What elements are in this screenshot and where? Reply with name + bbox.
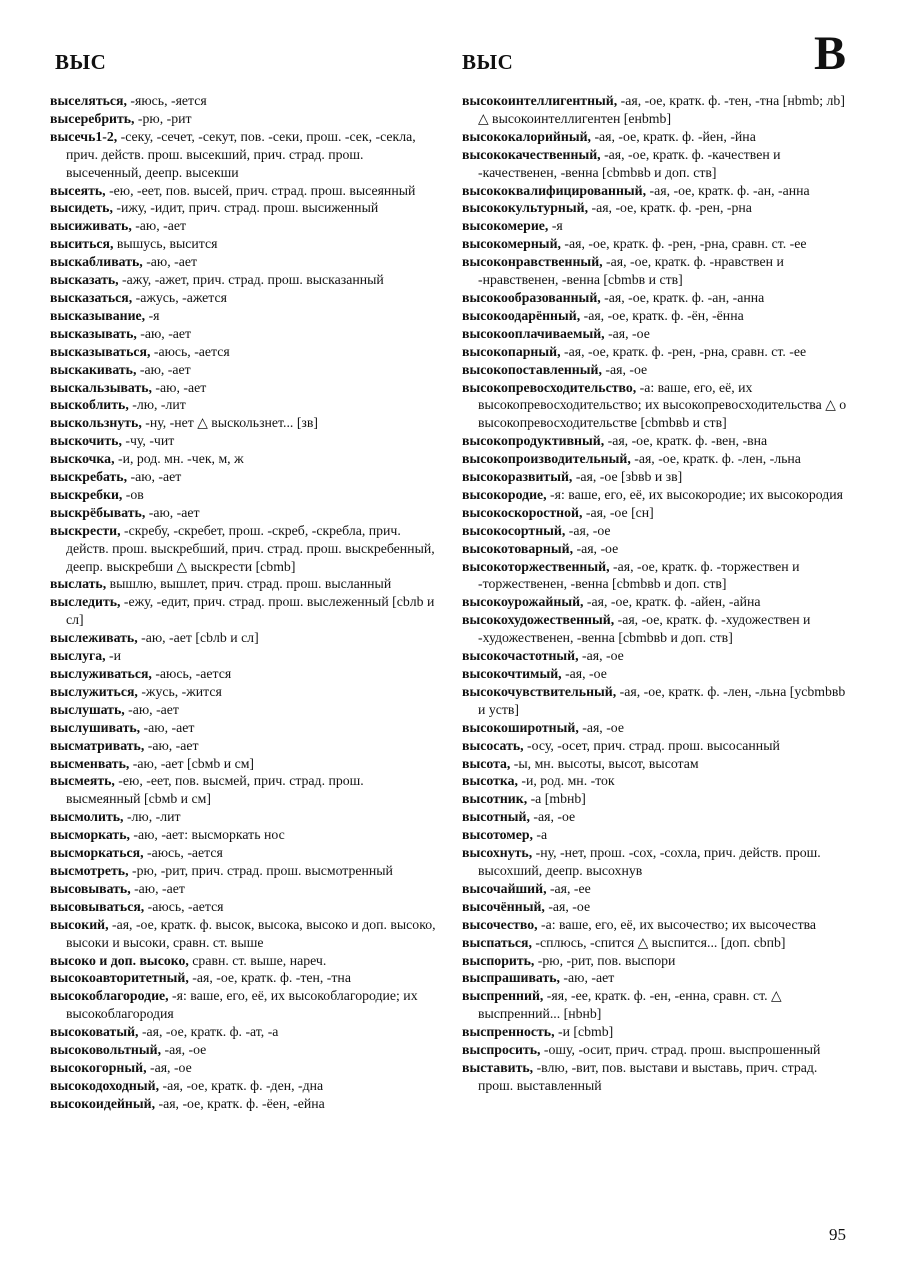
entry-definition: -ею, -еет, пов. высей, прич. страд. прош. высеянный	[105, 182, 416, 198]
dictionary-entry	[50, 414, 440, 432]
entry-definition: -ая, -ое, кратк. ф. -ат, -а	[138, 1024, 279, 1040]
dictionary-entry	[462, 92, 852, 128]
dictionary-entry	[50, 898, 440, 916]
entry-headword: высмолить,	[50, 809, 124, 825]
dictionary-entry	[50, 755, 440, 773]
entry-definition: -ая, -ое	[565, 522, 611, 538]
entry-headword: высококалорийный,	[462, 128, 592, 144]
entry-definition: -аю, -ает	[136, 325, 192, 341]
entry-headword: высменвать,	[50, 755, 130, 771]
entry-definition: -аю, -ает	[140, 719, 195, 735]
entry-headword: выслеживать,	[50, 630, 138, 646]
entry-definition: -ая, -ое	[529, 809, 576, 825]
entry-definition: -аю, -ает	[151, 379, 207, 395]
entry-headword: высосать,	[462, 737, 524, 753]
dictionary-entry	[462, 522, 852, 540]
entry-definition: -ая, -ее	[546, 880, 591, 896]
dictionary-entry	[462, 737, 852, 755]
entry-headword: выскабливать,	[50, 254, 143, 270]
dictionary-entry	[462, 379, 852, 433]
entry-headword: выскребки,	[50, 486, 123, 502]
entry-headword: высотник,	[462, 791, 528, 807]
entry-definition: -а	[532, 827, 548, 843]
dictionary-entry	[462, 182, 852, 200]
entry-definition: -а [mbнb]	[527, 791, 586, 807]
entry-definition: -ая, -ое, кратк. ф. -ан, -анна	[600, 289, 765, 305]
entry-definition: -ая, -ое, кратк. ф. -лен, -льна	[630, 451, 801, 467]
entry-headword: высочённый,	[462, 898, 545, 914]
entry-headword: выскользнуть,	[50, 415, 142, 431]
entry-definition: -ая, -ое	[573, 540, 619, 556]
dictionary-entry	[50, 271, 440, 289]
entry-headword: выспорить,	[462, 952, 535, 968]
dictionary-entry	[50, 396, 440, 414]
entry-definition: -ая, -ое	[601, 361, 648, 377]
dictionary-entry	[462, 343, 852, 361]
dictionary-entry	[462, 719, 852, 737]
dictionary-entry	[462, 468, 852, 486]
entry-headword: выспаться,	[462, 934, 532, 950]
entry-headword: выспренность,	[462, 1024, 555, 1040]
entry-definition: -ая, -ое	[561, 666, 607, 681]
entry-headword: высотка,	[462, 773, 518, 789]
entry-definition: -ая, -ое	[604, 325, 650, 341]
dictionary-entry	[462, 665, 852, 683]
entry-definition: -аю, -ает	[131, 218, 187, 234]
dictionary-entry	[50, 522, 440, 576]
dictionary-entry	[50, 880, 440, 898]
entry-headword: выспренний,	[462, 988, 544, 1004]
dictionary-entry	[462, 790, 852, 808]
entry-headword: выспрашивать,	[462, 970, 560, 986]
entry-definition: -секу, -сечет, -секут, пов. -секи, прош. -сек, -секла, прич. действ. прош. высекший, прич. страд. прош. высеченный, деепр. высекши	[66, 128, 416, 180]
dictionary-entry	[50, 1041, 440, 1059]
entry-definition: -и	[105, 648, 122, 664]
dictionary-entry	[50, 683, 440, 701]
entry-definition: -ая, -ое, кратк. ф. -рен, -рна, сравн. ст. -ее	[560, 236, 807, 252]
entry-definition: -и, род. мн. -чек, м, ж	[114, 451, 244, 467]
entry-definition: -ая, -ое, кратк. ф. -качествен и -качественен, -венна [сbmbвb и доп. ств]	[478, 146, 781, 180]
dictionary-entry	[462, 486, 852, 504]
dictionary-entry	[50, 432, 440, 450]
entry-headword: высокий,	[50, 916, 109, 932]
dictionary-entry	[462, 146, 852, 182]
entry-definition: -ая, -ое, кратк. ф. -торжествен и -торжественен, -венна [сbmbвb и доп. ств]	[478, 558, 800, 592]
entry-headword: выскоблить,	[50, 397, 129, 413]
dictionary-entry	[462, 647, 852, 665]
entry-definition: -я	[548, 218, 563, 234]
entry-headword: выслуживаться,	[50, 666, 152, 681]
left-guide-word: ВЫС	[55, 50, 107, 74]
entry-headword: высокочувствительный,	[462, 683, 617, 699]
entry-headword: высокоурожайный,	[462, 594, 584, 610]
entry-headword: высохнуть,	[462, 845, 533, 861]
entry-definition: -сплюсь, -спится △ выспится... [доп. сbпb]	[531, 934, 786, 950]
entry-definition: -ая, -ое, кратк. ф. -ёен, -ейна	[155, 1095, 325, 1111]
entry-headword: высморкаться,	[50, 845, 144, 861]
dictionary-entry	[462, 1041, 852, 1059]
entry-headword: высококвалифицированный,	[462, 182, 647, 198]
entry-definition: -ая, -ое, кратк. ф. -ден, -дна	[159, 1077, 324, 1093]
entry-headword: высокоширотный,	[462, 719, 579, 735]
dictionary-entry	[50, 1023, 440, 1041]
entry-definition: -ая, -ое	[544, 898, 591, 914]
dictionary-entry	[462, 987, 852, 1023]
entry-headword: высокоблагородие,	[50, 988, 169, 1004]
entry-definition: -ая, -ое, кратк. ф. -тен, -тна [нbmb; лb] △ высокоинтеллигентен [енbmb]	[478, 93, 845, 126]
entry-headword: выситься,	[50, 236, 114, 252]
dictionary-entry	[462, 755, 852, 773]
entry-headword: высокопревосходительство,	[462, 379, 637, 395]
entry-definition: -ая, -ое, кратк. ф. -рен, -рна	[588, 200, 752, 216]
entry-headword: высокопоставленный,	[462, 361, 602, 377]
dictionary-entry	[462, 199, 852, 217]
dictionary-entry	[50, 468, 440, 486]
entry-definition: -ая, -ое, кратк. ф. -вен, -вна	[604, 433, 768, 449]
entry-definition: -ежу, -едит, прич. страд. прош. выслеженный [сbлb и сл]	[66, 594, 435, 628]
dictionary-entry	[50, 92, 440, 110]
dictionary-entry	[50, 665, 440, 683]
dictionary-entry	[50, 701, 440, 719]
entry-definition: -ая, -ое	[578, 719, 624, 735]
page-number: 95	[829, 1225, 846, 1244]
entry-definition: -лю, -лит	[123, 809, 181, 825]
entry-definition: -и, род. мн. -ток	[517, 773, 615, 789]
entry-definition: -ая, -ое	[578, 648, 624, 664]
entry-definition: -аю, -ает	[144, 737, 199, 753]
entry-definition: -осу, -осет, прич. страд. прош. высосанный	[523, 737, 780, 753]
entry-headword: высочайший,	[462, 880, 547, 896]
section-letter: В	[814, 27, 847, 80]
dictionary-entry	[462, 916, 852, 934]
entry-headword: высовываться,	[50, 898, 145, 914]
entry-definition: -ов	[122, 486, 144, 502]
entry-definition: -аюсь, -ается	[143, 845, 223, 861]
entry-definition: -ая, -ое, кратк. ф. высок, высока, высоко и доп. высоко, высоки и высоки, сравн. ст. выше	[66, 916, 436, 950]
entry-headword: высокомерный,	[462, 236, 561, 252]
entry-headword: высокоавторитетный,	[50, 970, 189, 986]
entry-definition: -лю, -лит	[128, 397, 186, 413]
dictionary-entry	[50, 235, 440, 253]
entry-headword: высказать,	[50, 272, 119, 288]
entry-definition: -ая, -ое, кратк. ф. -ён, -ённа	[580, 307, 744, 323]
entry-definition: -ая, -ое, кратк. ф. -лен, -льна [усbmbвb и уств]	[478, 683, 846, 717]
right-guide-word: ВЫС	[462, 50, 514, 74]
dictionary-entry	[50, 969, 440, 987]
entry-definition: -ажу, -ажет, прич. страд. прош. высказанный	[118, 272, 384, 288]
entry-definition: -ая, -ое, кратк. ф. -тен, -тна	[188, 970, 351, 986]
dictionary-entry	[462, 952, 852, 970]
dictionary-entry	[462, 558, 852, 594]
entry-headword: высказываться,	[50, 343, 151, 359]
entry-definition: -аю, -ает	[136, 361, 191, 377]
entry-definition: -и [сbmb]	[554, 1024, 614, 1040]
dictionary-entry	[462, 450, 852, 468]
entry-headword: выскрести,	[50, 522, 121, 538]
entry-definition: -аюсь, -ается	[150, 343, 230, 359]
entry-headword: высмеять,	[50, 773, 115, 789]
dictionary-entry	[462, 235, 852, 253]
entry-headword: высокотоварный,	[462, 540, 574, 556]
entry-headword: высказаться,	[50, 289, 133, 305]
entry-definition: -я: ваше, его, её, их высокоблагородие; их высокоблагородия	[66, 988, 418, 1022]
dictionary-entry	[50, 450, 440, 468]
dictionary-entry	[462, 808, 852, 826]
entry-definition: -ажусь, -ажется	[132, 289, 227, 305]
entry-headword: высотомер,	[462, 827, 533, 843]
dictionary-entry	[50, 199, 440, 217]
dictionary-entry	[50, 772, 440, 808]
dictionary-entry	[50, 128, 440, 182]
dictionary-entry	[50, 862, 440, 880]
dictionary-entry	[462, 772, 852, 790]
dictionary-entry	[462, 934, 852, 952]
dictionary-entry	[462, 593, 852, 611]
entry-headword: высматривать,	[50, 737, 145, 753]
entry-definition: -рю, -рит, прич. страд. прош. высмотренный	[128, 862, 393, 878]
entry-headword: выслушивать,	[50, 719, 141, 735]
dictionary-entry	[50, 253, 440, 271]
entry-headword: выслужиться,	[50, 683, 138, 699]
dictionary-entry	[462, 1059, 852, 1095]
entry-definition: -а: ваше, его, её, их высочество; их высочества	[537, 916, 817, 932]
entry-definition: -рю, -рит	[134, 110, 192, 126]
entry-headword: выскакивать,	[50, 361, 137, 377]
entry-definition: -рю, -рит, пов. выспори	[534, 952, 676, 968]
entry-definition: -ну, -нет, прош. -сох, -сохла, прич. действ. прош. высохший, деепр. высохнув	[478, 845, 821, 878]
entry-headword: высеребрить,	[50, 110, 135, 126]
entry-headword: высокоинтеллигентный,	[462, 93, 618, 108]
dictionary-entry	[50, 325, 440, 343]
entry-headword: высокодоходный,	[50, 1077, 160, 1093]
entry-headword: высиживать,	[50, 218, 132, 234]
dictionary-entry	[50, 217, 440, 235]
dictionary-entry	[462, 217, 852, 235]
entry-definition: -ы, мн. высоты, высот, высотам	[510, 755, 699, 771]
entry-headword: высказывать,	[50, 325, 137, 341]
dictionary-entry	[50, 844, 440, 862]
entry-headword: выскочка,	[50, 451, 115, 467]
entry-headword: высочество,	[462, 916, 538, 932]
entry-headword: высеять,	[50, 182, 106, 198]
entry-definition: -ижу, -идит, прич. страд. прош. высиженный	[112, 200, 379, 216]
right-column	[462, 92, 852, 1095]
entry-headword: высокопродуктивный,	[462, 433, 605, 449]
entry-headword: выслушать,	[50, 701, 125, 717]
entry-definition: -аю, -ает [сbмb и см]	[129, 755, 255, 771]
dictionary-entry	[50, 826, 440, 844]
entry-headword: высокогорный,	[50, 1059, 147, 1075]
entry-definition: -аю, -ает	[127, 469, 182, 485]
entry-definition: -аю, -ает	[130, 880, 185, 896]
entry-definition: -аю, -ает	[142, 254, 197, 270]
dictionary-entry	[50, 719, 440, 737]
entry-definition: -аю, -ает [сbлb и сл]	[137, 630, 259, 646]
entry-definition: -аюсь, -ается	[151, 666, 232, 681]
dictionary-entry	[462, 826, 852, 844]
entry-headword: высокоскоростной,	[462, 504, 583, 520]
entry-definition: -ошу, -осит, прич. страд. прош. выспрошенный	[540, 1042, 821, 1058]
dictionary-entry	[50, 1059, 440, 1077]
dictionary-entry	[50, 916, 440, 952]
entry-headword: выскочить,	[50, 433, 122, 449]
dictionary-entry	[50, 629, 440, 647]
entry-headword: высокосортный,	[462, 522, 566, 538]
entry-definition: -скребу, -скребет, прош. -скреб, -скребла, прич. действ. прош. выскребший, прич. страд. прош. выскребенный, деепр. выскребши △ выскрести [сbmb]	[66, 522, 435, 574]
dictionary-entry	[462, 504, 852, 522]
entry-definition: -ая, -ое, кратк. ф. -нравствен и -нравственен, -венна [сbmbв и ств]	[478, 254, 784, 288]
entry-headword: выставить,	[462, 1059, 534, 1075]
entry-headword: высокородие,	[462, 486, 547, 502]
entry-definition: -ая, -ое, кратк. ф. -ан, -анна	[646, 182, 810, 198]
dictionary-entry	[462, 683, 852, 719]
entry-headword: высоковольтный,	[50, 1042, 162, 1058]
entry-definition: -ая, -ое	[161, 1042, 207, 1058]
entry-headword: высечь1-2,	[50, 128, 118, 144]
entry-headword: высокопроизводительный,	[462, 451, 631, 467]
entry-definition: -влю, -вит, пов. выстави и выставь, прич. страд. прош. выставленный	[478, 1059, 818, 1093]
entry-definition: -а: ваше, его, её, их высокопревосходительство; их высокопревосходительства △ о высокопревосходительстве [сbmbвb и ств]	[478, 379, 847, 431]
entry-definition: -яюсь, -яется	[126, 93, 207, 108]
entry-headword: высокообразованный,	[462, 289, 601, 305]
dictionary-entry	[50, 593, 440, 629]
dictionary-entry	[462, 128, 852, 146]
entry-definition: -ею, -еет, пов. высмей, прич. страд. прош. высмеянный [сbмb и см]	[66, 773, 364, 807]
entry-headword: высокохудожественный,	[462, 612, 615, 628]
dictionary-entry	[462, 898, 852, 916]
dictionary-entry	[462, 289, 852, 307]
dictionary-entry	[462, 540, 852, 558]
entry-definition: -яя, -ее, кратк. ф. -ен, -енна, сравн. ст. △ выспренний... [нbнb]	[478, 988, 782, 1022]
entry-headword: высотный,	[462, 809, 530, 825]
entry-headword: выселяться,	[50, 93, 127, 108]
entry-headword: выследить,	[50, 594, 121, 610]
left-column	[50, 92, 440, 1113]
dictionary-entry	[50, 1077, 440, 1095]
entry-headword: выслуга,	[50, 648, 106, 664]
dictionary-entry	[462, 844, 852, 880]
dictionary-entry	[50, 307, 440, 325]
dictionary-entry	[50, 987, 440, 1023]
entry-headword: высморкать,	[50, 827, 130, 843]
dictionary-entry	[50, 379, 440, 397]
dictionary-entry	[50, 1095, 440, 1113]
entry-headword: высказывание,	[50, 307, 146, 323]
dictionary-entry	[462, 325, 852, 343]
entry-headword: высовывать,	[50, 880, 131, 896]
dictionary-entry	[50, 486, 440, 504]
dictionary-entry	[462, 611, 852, 647]
entry-headword: высокоторжественный,	[462, 558, 610, 574]
entry-headword: выслать,	[50, 576, 107, 592]
dictionary-entry	[50, 808, 440, 826]
dictionary-entry	[462, 253, 852, 289]
entry-headword: выскребать,	[50, 469, 128, 485]
entry-headword: высокомерие,	[462, 218, 549, 234]
entry-headword: высокочастотный,	[462, 648, 579, 664]
dictionary-entry	[50, 182, 440, 200]
entry-definition: вышусь, высится	[113, 236, 218, 252]
entry-definition: -аю, -ает	[559, 970, 615, 986]
dictionary-entry	[50, 737, 440, 755]
entry-headword: высота,	[462, 755, 511, 771]
dictionary-entry	[50, 647, 440, 665]
dictionary-entry	[50, 343, 440, 361]
dictionary-entry	[462, 969, 852, 987]
dictionary-entry	[50, 361, 440, 379]
entry-definition: -ая, -ое, кратк. ф. -йен, -йна	[591, 128, 756, 144]
entry-definition: -ая, -ое	[146, 1059, 192, 1075]
entry-headword: выскрёбывать,	[50, 504, 146, 520]
entry-headword: выспросить,	[462, 1042, 541, 1058]
entry-definition: -я: ваше, его, её, их высокородие; их высокородия	[546, 486, 843, 502]
entry-headword: высокопарный,	[462, 343, 561, 359]
dictionary-entry	[462, 880, 852, 898]
entry-definition: вышлю, вышлет, прич. страд. прош. высланный	[106, 576, 392, 592]
entry-headword: выскальзывать,	[50, 379, 152, 395]
entry-headword: высокочтимый,	[462, 666, 562, 681]
entry-headword: высококультурный,	[462, 200, 589, 216]
entry-headword: высокоодарённый,	[462, 307, 581, 323]
entry-headword: высоковатый,	[50, 1024, 139, 1040]
entry-headword: высокоразвитый,	[462, 469, 573, 485]
dictionary-entry	[50, 575, 440, 593]
entry-definition: -аю, -ает: высморкать нос	[129, 827, 285, 843]
entry-definition: -аюсь, -ается	[144, 898, 224, 914]
entry-headword: высмотреть,	[50, 862, 129, 878]
dictionary-entry	[50, 110, 440, 128]
entry-definition: -ну, -нет △ выскользнет... [зв]	[141, 415, 318, 431]
dictionary-entry	[462, 1023, 852, 1041]
entry-definition: -аю, -ает	[124, 701, 179, 717]
dictionary-entry	[50, 289, 440, 307]
entry-headword: высокооплачиваемый,	[462, 325, 605, 341]
entry-definition: -ая, -ое [сн]	[582, 504, 654, 520]
entry-headword: высококачественный,	[462, 146, 601, 162]
entry-definition: -ая, -ое [зbвb и зв]	[572, 469, 683, 485]
entry-definition: -жусь, -жится	[137, 683, 222, 699]
dictionary-entry	[50, 504, 440, 522]
dictionary-entry	[462, 361, 852, 379]
entry-definition: сравн. ст. выше, нареч.	[188, 952, 327, 968]
entry-headword: высидеть,	[50, 200, 113, 216]
entry-definition: -чу, -чит	[121, 433, 175, 449]
entry-headword: высокоидейный,	[50, 1095, 156, 1111]
entry-definition: -ая, -ое, кратк. ф. -рен, -рна, сравн. ст. -ее	[560, 343, 807, 359]
entry-headword: высоконравственный,	[462, 254, 603, 270]
entry-headword: высоко и доп. высоко,	[50, 952, 189, 968]
dictionary-entry	[462, 307, 852, 325]
entry-definition: -я	[145, 307, 160, 323]
entry-definition: -ая, -ое, кратк. ф. -айен, -айна	[583, 594, 761, 610]
dictionary-entry	[462, 432, 852, 450]
entry-definition: -ая, -ое, кратк. ф. -художествен и -художественен, -венна [сbmbвb и доп. ств]	[478, 612, 811, 646]
dictionary-entry	[50, 952, 440, 970]
entry-definition: -аю, -ает	[145, 504, 200, 520]
